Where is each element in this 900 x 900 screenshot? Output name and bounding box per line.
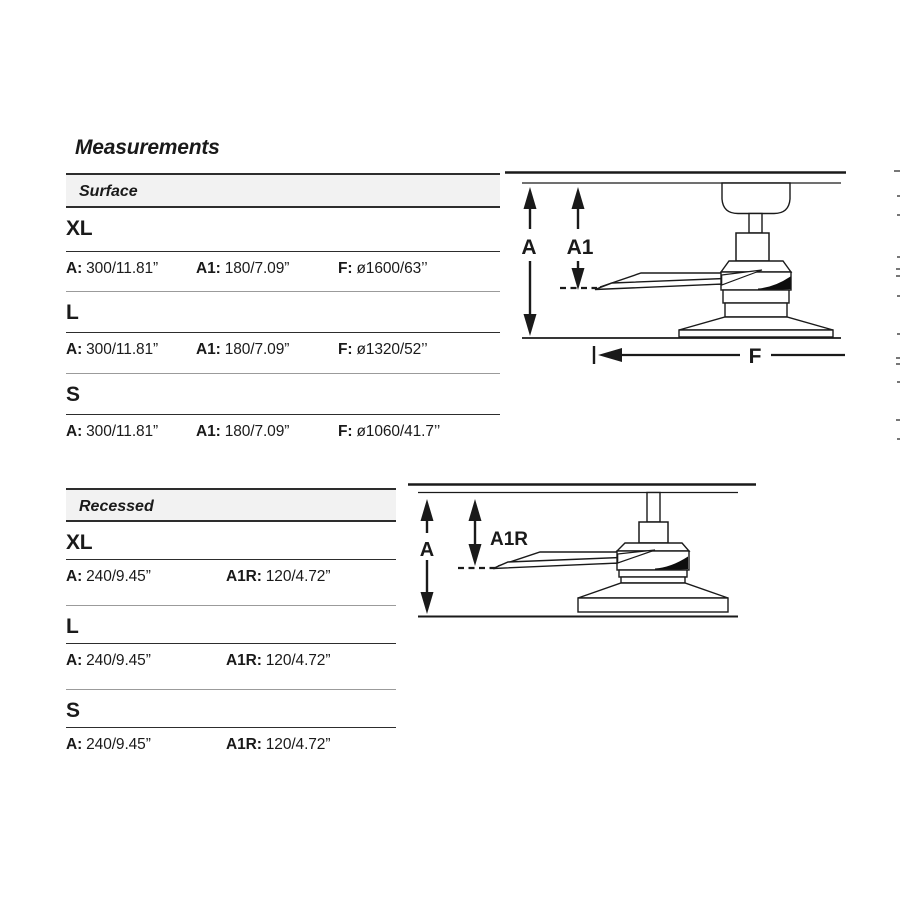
motor-housing-band xyxy=(619,570,687,577)
size-label: S xyxy=(66,699,80,722)
spec-a1r xyxy=(226,568,330,586)
motor-housing-band xyxy=(723,290,789,303)
spec-value: 300/11.81” xyxy=(86,260,159,277)
recessed-measurements-table xyxy=(66,488,396,774)
spec-label: A1: xyxy=(196,260,221,277)
spec-value: 180/7.09” xyxy=(224,423,290,440)
spec-value: 300/11.81” xyxy=(86,341,159,358)
light-kit-cone xyxy=(679,317,833,330)
spec-label: A: xyxy=(66,423,83,440)
spec-a xyxy=(66,652,151,670)
light-kit-rim xyxy=(578,598,728,612)
spec-value: 240/9.45” xyxy=(86,568,151,585)
surface-row-size-l xyxy=(66,292,500,333)
spec-value: 180/7.09” xyxy=(224,341,290,358)
size-label: L xyxy=(66,615,79,638)
spec-value: 120/4.72” xyxy=(265,568,331,585)
spec-label: A1: xyxy=(196,341,221,358)
light-kit-neck xyxy=(725,303,787,317)
spec-a1r xyxy=(226,652,330,670)
size-label: XL xyxy=(66,531,93,554)
recessed-row-data-xl xyxy=(66,560,396,606)
dimension-a1r-label: A1R xyxy=(490,529,529,550)
size-label: S xyxy=(66,383,80,406)
light-kit-neck xyxy=(621,577,685,583)
spec-f xyxy=(338,260,428,278)
recessed-row-data-s xyxy=(66,728,396,774)
spec-label: F: xyxy=(338,341,353,358)
light-kit-cone xyxy=(578,583,728,598)
surface-row-data-s xyxy=(66,415,500,455)
arrowhead-down-icon xyxy=(421,592,434,614)
spec-a xyxy=(66,736,151,754)
spec-a xyxy=(66,260,158,278)
dimension-a1-label: A1 xyxy=(566,236,594,259)
dimension-a1r xyxy=(469,499,482,566)
spec-label: A: xyxy=(66,736,83,753)
surface-row-data-xl xyxy=(66,252,500,292)
spec-value: 120/4.72” xyxy=(265,736,331,753)
recessed-mount-fan-diagram xyxy=(405,478,761,623)
spec-label: A: xyxy=(66,341,83,358)
dimension-a-label: A xyxy=(521,236,537,259)
spec-label: A1: xyxy=(196,423,221,440)
spec-value: ø1600/63’’ xyxy=(356,260,428,277)
spec-value: 300/11.81” xyxy=(86,423,159,440)
recessed-row-size-s xyxy=(66,690,396,728)
dimension-a-label: A xyxy=(419,539,435,561)
spec-a xyxy=(66,341,158,359)
arrowhead-down-icon xyxy=(524,314,537,336)
surface-row-data-l xyxy=(66,333,500,374)
spec-value: 240/9.45” xyxy=(86,736,151,753)
downrod-connector xyxy=(736,233,769,261)
recessed-row-size-xl xyxy=(66,522,396,560)
recessed-diagram-svg xyxy=(405,478,761,623)
surface-diagram-svg xyxy=(500,165,900,375)
dimension-f xyxy=(594,346,845,364)
spec-label: A: xyxy=(66,568,83,585)
spec-label: A: xyxy=(66,260,83,277)
spec-a xyxy=(66,568,151,586)
surface-mount-fan-diagram xyxy=(500,165,900,375)
downrod xyxy=(749,214,762,234)
spec-f xyxy=(338,341,428,359)
spec-value: ø1060/41.7’’ xyxy=(356,423,441,440)
canopy xyxy=(722,183,790,214)
downrod-connector xyxy=(639,522,668,543)
surface-row-size-xl xyxy=(66,208,500,252)
spec-label: F: xyxy=(338,423,353,440)
spec-value: 120/4.72” xyxy=(265,652,331,669)
spec-a1 xyxy=(196,341,289,359)
spec-value: ø1320/52’’ xyxy=(356,341,428,358)
surface-header-label: Surface xyxy=(79,183,138,200)
spec-value: 240/9.45” xyxy=(86,652,151,669)
spec-f xyxy=(338,423,440,441)
arrowhead-down-icon xyxy=(469,544,482,566)
page-title: Measurements xyxy=(75,136,220,159)
surface-table-header xyxy=(66,173,500,208)
size-label: XL xyxy=(66,217,93,240)
size-label: L xyxy=(66,301,79,324)
spec-label: A1R: xyxy=(226,652,262,669)
surface-row-size-s xyxy=(66,374,500,415)
spec-label: F: xyxy=(338,260,353,277)
light-kit-rim xyxy=(679,330,833,337)
spec-a1 xyxy=(196,260,289,278)
surface-measurements-table xyxy=(66,173,500,455)
spec-a1 xyxy=(196,423,289,441)
arrowhead-down-icon xyxy=(572,268,585,290)
dimension-f-label: F xyxy=(748,345,762,368)
downrod xyxy=(647,493,660,523)
recessed-row-size-l xyxy=(66,606,396,644)
spec-label: A: xyxy=(66,652,83,669)
dimension-a xyxy=(524,187,537,336)
recessed-table-header xyxy=(66,488,396,522)
spec-a1r xyxy=(226,736,330,754)
recessed-row-data-l xyxy=(66,644,396,690)
arrowhead-left-icon xyxy=(598,348,622,362)
spec-label: A1R: xyxy=(226,568,262,585)
spec-a xyxy=(66,423,158,441)
recessed-header-label: Recessed xyxy=(79,498,154,515)
spec-value: 180/7.09” xyxy=(224,260,290,277)
spec-label: A1R: xyxy=(226,736,262,753)
